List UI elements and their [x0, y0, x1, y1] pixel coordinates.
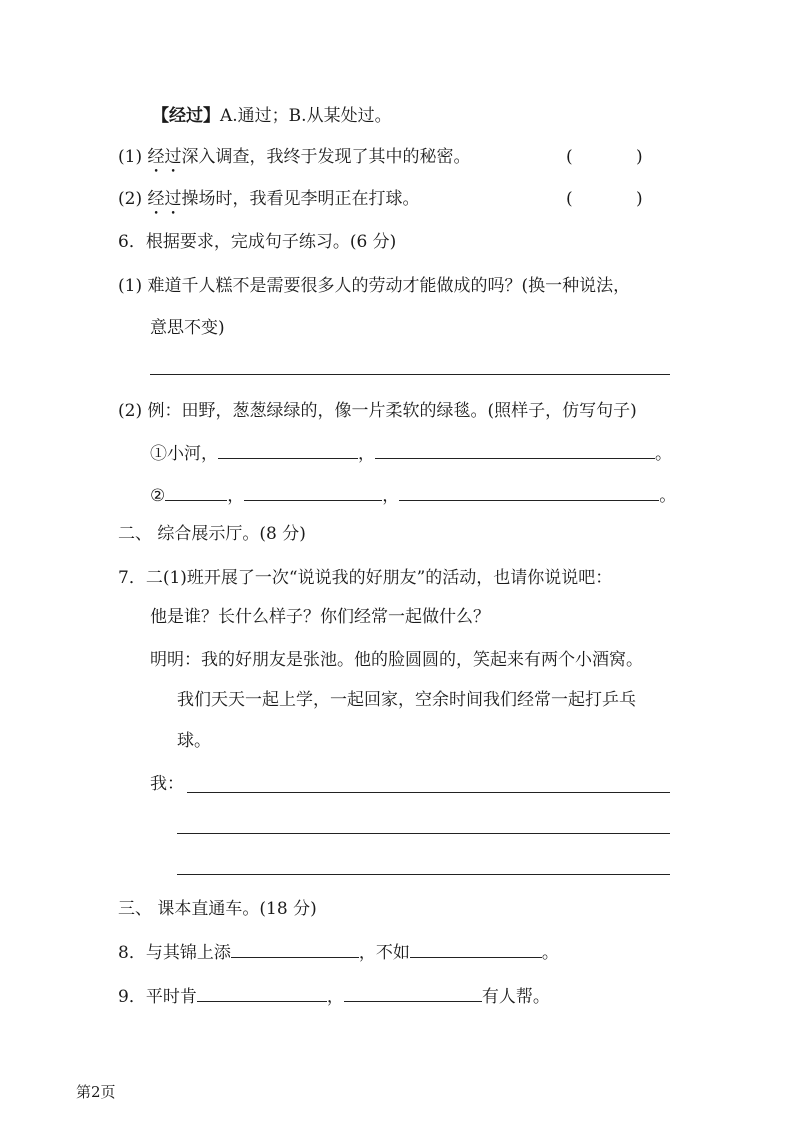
vocab-item-1 — [118, 145, 471, 177]
blank-b2[interactable] — [244, 482, 382, 501]
blank-b3[interactable] — [399, 482, 659, 501]
model-answer-line-1: 明明：我的好朋友是张池。他的脸圆圆的，笑起来有两个小酒窝。 — [150, 650, 643, 670]
comma: ， — [382, 486, 400, 506]
comma: ， — [358, 444, 375, 464]
item-sentence: 深入调查，我终于发现了其中的秘密。 — [181, 147, 471, 167]
line-b-prefix: ② — [150, 486, 166, 506]
blank-a1[interactable] — [218, 440, 358, 459]
student-answer-label: 我： — [150, 774, 184, 794]
answer-paren-close: ) — [636, 147, 643, 167]
q8-blank-1[interactable] — [231, 939, 359, 958]
q8-text-a: 8．与其锦上添 — [118, 943, 231, 963]
q9-blank-1[interactable] — [197, 983, 327, 1002]
q6-title: 6．根据要求，完成句子练习。(6 分) — [118, 232, 397, 252]
q9-text-c: 有人帮。 — [481, 987, 550, 1007]
vocab-term: 【经过】 — [152, 106, 220, 126]
q7-answer-line-1[interactable] — [187, 792, 670, 793]
q7-answer-line-3[interactable] — [177, 874, 670, 875]
q6-part2-prompt: (2) 例：田野，葱葱绿绿的，像一片柔软的绿毯。(照样子，仿写句子) — [118, 401, 637, 421]
item-sentence: 操场时，我看见李明正在打球。 — [181, 189, 420, 209]
period: 。 — [655, 444, 672, 464]
period: 。 — [659, 486, 677, 506]
answer-paren-close: ) — [636, 189, 643, 209]
section-2-title: 二、 综合展示厅。(8 分) — [118, 524, 306, 544]
q8-blank-2[interactable] — [410, 939, 542, 958]
q7-answer-line-2[interactable] — [177, 833, 670, 834]
vocab-definitions: A.通过；B.从某处过。 — [220, 106, 392, 126]
q9-text-a: 9．平时肯 — [118, 987, 197, 1007]
q6-part1-prompt: (1) 难道千人糕不是需要很多人的劳动才能做成的吗？(换一种说法， — [118, 276, 631, 296]
q7-prompt-cont: 他是谁？长什么样子？你们经常一起做什么？ — [150, 607, 490, 627]
q8-text-b: ，不如 — [358, 943, 410, 963]
item-number: (2) — [118, 189, 143, 209]
q7-prompt: 7．二(1)班开展了一次“说说我的好朋友”的活动，也请你说说吧： — [118, 568, 613, 588]
q6-part1-prompt-cont: 意思不变) — [150, 318, 225, 338]
answer-paren-open: ( — [566, 147, 573, 167]
section-3-title: 三、 课本直通车。(18 分) — [118, 899, 317, 919]
blank-a2[interactable] — [375, 440, 655, 459]
vocab-item-2 — [118, 187, 420, 219]
q6-part2-line-b — [150, 482, 676, 508]
item-number: (1) — [118, 147, 143, 167]
q6-part1-answer-line[interactable] — [150, 374, 670, 375]
vocab-heading — [152, 104, 392, 128]
q8-line — [118, 939, 559, 965]
model-answer-line-3: 球。 — [177, 731, 211, 751]
emphasized-word: 经过 — [147, 147, 182, 167]
emphasized-word: 经过 — [147, 189, 182, 209]
line-a-prefix: ①小河， — [150, 444, 218, 464]
q9-line — [118, 983, 550, 1009]
comma: ， — [227, 486, 245, 506]
q8-text-c: 。 — [541, 943, 559, 963]
q9-text-b: ， — [326, 987, 344, 1007]
q9-blank-2[interactable] — [344, 983, 482, 1002]
model-answer-line-2: 我们天天一起上学，一起回家，空余时间我们经常一起打乒乓 — [177, 690, 636, 710]
q6-part2-line-a — [150, 440, 672, 466]
page-number: 第2页 — [76, 1083, 116, 1101]
answer-paren-open: ( — [566, 189, 573, 209]
blank-b1[interactable] — [165, 482, 227, 501]
